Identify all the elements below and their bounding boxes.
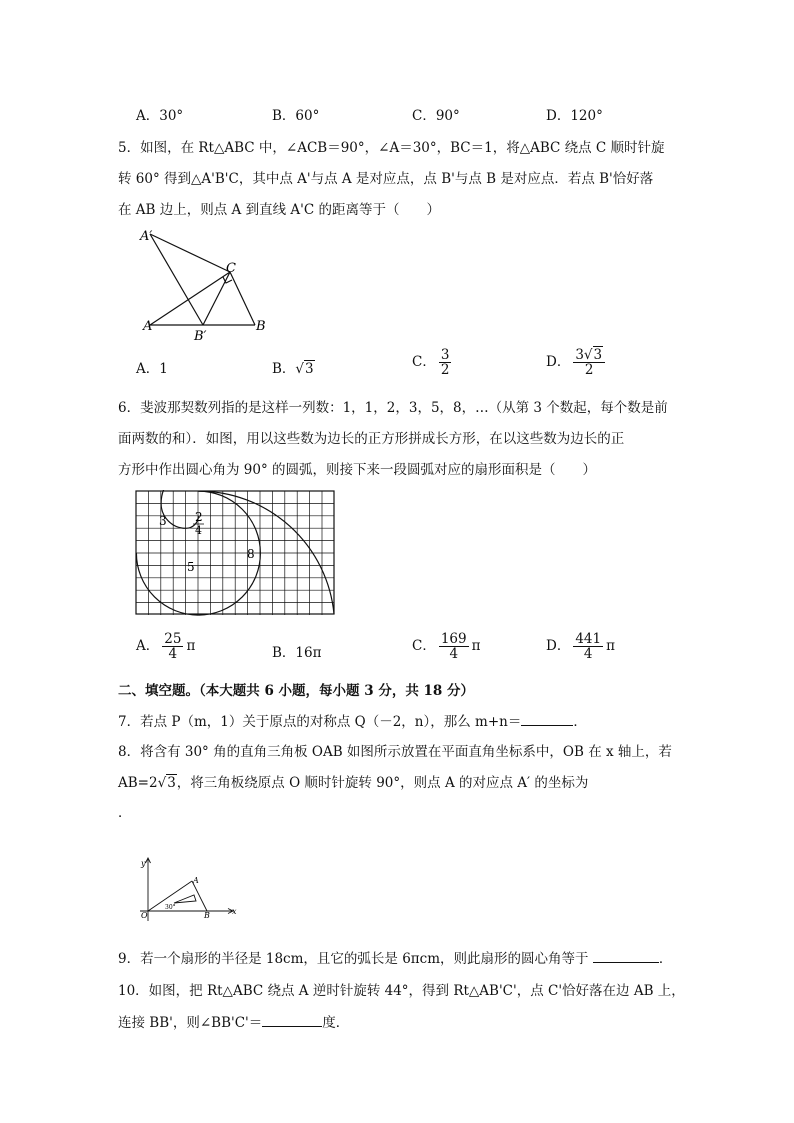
q8-inner-triangle — [174, 895, 196, 903]
q7-stem: 7．若点 P（m，1）关于原点的对称点 Q（－2，n），那么 m+n＝ ． — [118, 714, 587, 730]
q6-option-a: A． $\frac{25}{4}$ π — [136, 631, 196, 663]
q4-option-b: B．60° — [272, 108, 320, 124]
q6-label-2: 2 — [195, 510, 203, 524]
q7-answer-blank[interactable] — [521, 725, 573, 726]
q8-label-x: x — [232, 907, 237, 916]
q6-label-5: 5 — [187, 560, 195, 574]
q6-stem-line3: 方形中作出圆心角为 90° 的圆弧，则接下来一段圆弧对应的扇形面积是（ ） — [118, 462, 597, 478]
q8-label-o: O — [141, 911, 148, 920]
q9-answer-blank[interactable] — [593, 962, 659, 963]
q8-coordinate-figure — [136, 855, 240, 925]
q5-label-c: C — [226, 261, 236, 276]
section-fill-in-title: 二、填空题。（本大题共 6 小题，每小题 3 分，共 18 分） — [118, 683, 475, 699]
q4-option-d: D．120° — [546, 108, 603, 124]
q5-segment-a1c — [150, 234, 230, 272]
q5-label-b: B — [256, 319, 266, 334]
q6-option-b: B．16π — [272, 645, 322, 661]
q8-stem-line2: AB=2√3，将三角板绕原点 O 顺时针旋转 90°，则点 A 的对应点 A′ 的坐标为 — [118, 775, 589, 791]
q5-option-d: D． $\frac{3√3}{2}$ — [546, 348, 608, 377]
q5-stem-line2: 转 60° 得到△A'B'C，其中点 A'与点 A 是对应点，点 B'与点 B 是对应点．若点 B'恰好落 — [118, 171, 654, 187]
q6-label-4: 4 — [195, 524, 202, 537]
q8-label-b: B — [204, 911, 210, 920]
q6-grid-lines — [136, 491, 334, 615]
q6-label-8: 8 — [247, 547, 255, 561]
q5-option-c: C． $\frac{3}{2}$ — [412, 347, 450, 379]
q10-answer-blank[interactable] — [262, 1026, 322, 1027]
q6-label-3: 3 — [159, 514, 167, 528]
q5-stem-line3: 在 AB 边上，则点 A 到直线 A'C 的距离等于（ ） — [118, 202, 440, 218]
q4-option-a: A．30° — [136, 108, 184, 124]
q10-stem-line1: 10．如图，把 Rt△ABC 绕点 A 逆时针旋转 44°，得到 Rt△AB'C'，点 C'恰好落在边 AB 上， — [118, 983, 685, 999]
q6-option-c: C． $\frac{169}{4}$ π — [412, 631, 481, 663]
q10-stem-line2: 连接 BB'，则∠BB'C'＝ 度． — [118, 1015, 350, 1031]
q6-fibonacci-grid-figure — [135, 490, 337, 617]
q5-option-b: B．√3 — [272, 361, 314, 377]
q6-stem-line2: 面两数的和）．如图，用以这些数为边长的正方形拼成长方形，在以这些数为边长的正 — [118, 431, 625, 447]
q5-label-b-prime: B′ — [194, 329, 207, 344]
q8-label-angle: 30° — [165, 904, 176, 911]
q5-segment-a1b1 — [150, 234, 203, 325]
q4-option-c: C．90° — [412, 108, 460, 124]
q5-option-a: A．1 — [136, 361, 168, 377]
q5-triangle-figure — [130, 222, 290, 344]
q5-label-a: A — [143, 319, 153, 334]
q8-stem-line3: ． — [118, 805, 132, 821]
q5-segment-b1c — [203, 272, 230, 325]
q6-stem-line1: 6．斐波那契数列指的是这样一列数：1，1，2，3，5，8，…（从第 3 个数起，每个数是前 — [118, 400, 668, 416]
q5-segment-bc — [230, 272, 255, 325]
q9-stem: 9．若一个扇形的半径是 18cm，且它的弧长是 6πcm，则此扇形的圆心角等于 ． — [118, 951, 673, 967]
q5-segment-ac — [150, 272, 230, 325]
q6-option-d: D． $\frac{441}{4}$ π — [546, 631, 615, 663]
q8-label-y: y — [141, 859, 146, 868]
q8-label-a: A — [193, 876, 199, 885]
q5-label-a-prime: A′ — [140, 229, 153, 244]
q8-stem-line1: 8．将含有 30° 角的直角三角板 OAB 如图所示放置在平面直角坐标系中，OB 在 x 轴上，若 — [118, 744, 672, 760]
q5-stem-line1: 5．如图，在 Rt△ABC 中，∠ACB＝90°，∠A＝30°，BC＝1，将△ABC 绕点 C 顺时针旋 — [118, 140, 665, 156]
